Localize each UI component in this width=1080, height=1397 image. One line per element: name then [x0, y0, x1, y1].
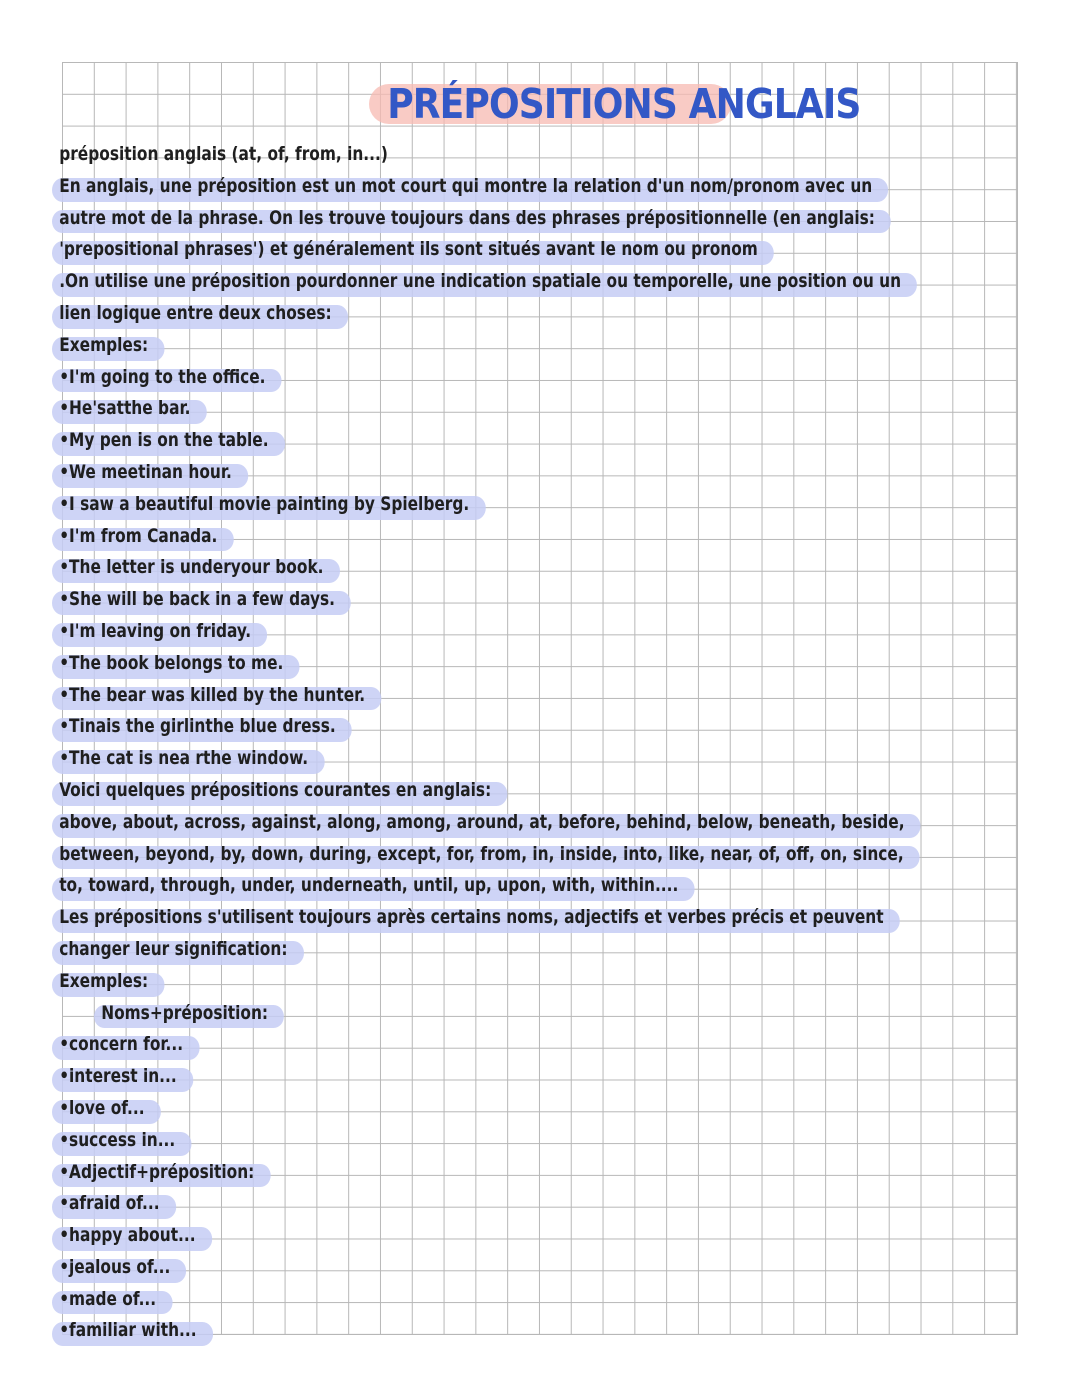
- note-line-text: •I saw a beautiful movie painting by Spielberg.: [52, 489, 480, 521]
- note-line-text: •We meetinan hour.: [52, 457, 243, 489]
- note-line-text: préposition anglais (at, of, from, in...): [59, 143, 388, 165]
- note-line-text: •concern for...: [52, 1029, 194, 1061]
- note-line-text: between, beyond, by, down, during, except, for, from, in, inside, into, like, near, of, off, on, since,: [52, 839, 915, 871]
- note-line-text: •Adjectif+préposition:: [52, 1157, 265, 1189]
- note-line-text: •Tinais the girlinthe blue dress.: [52, 711, 347, 743]
- note-line: [52, 743, 1052, 775]
- note-line-text: autre mot de la phrase. On les trouve toujours dans des phrases prépositionnelle (en anglais:: [52, 203, 886, 235]
- note-line: [52, 330, 1052, 362]
- note-line: [52, 139, 1052, 171]
- note-line: [52, 489, 1052, 521]
- note-line: [52, 266, 1052, 298]
- note-line-text: above, about, across, against, along, among, around, at, before, behind, below, beneath, beside,: [52, 807, 915, 839]
- note-line: [52, 1157, 1052, 1189]
- note-line: [52, 998, 1052, 1030]
- note-line: [52, 521, 1052, 553]
- note-line: [52, 680, 1052, 712]
- note-line: [52, 648, 1052, 680]
- note-line: [52, 1252, 1052, 1284]
- note-line: [52, 298, 1052, 330]
- note-line: [52, 616, 1052, 648]
- note-line-text: Exemples:: [52, 966, 159, 998]
- note-line-text: •My pen is on the table.: [52, 425, 279, 457]
- note-line-text: lien logique entre deux choses:: [52, 298, 343, 330]
- note-line: [52, 1220, 1052, 1252]
- note-line-text: •I'm leaving on friday.: [52, 616, 262, 648]
- note-line: [52, 775, 1052, 807]
- note-line: [52, 457, 1052, 489]
- note-line: [52, 1029, 1052, 1061]
- note-line: [52, 552, 1052, 584]
- note-line-text: •familiar with...: [52, 1315, 207, 1347]
- note-line-text: .On utilise une préposition pourdonner une indication spatiale ou temporelle, une position ou un: [52, 266, 912, 298]
- note-line: [52, 966, 1052, 998]
- note-line-text: •The book belongs to me.: [52, 648, 294, 680]
- note-line-text: •interest in...: [52, 1061, 188, 1093]
- note-line: [52, 1284, 1052, 1316]
- note-line-text: •The letter is underyour book.: [52, 552, 334, 584]
- note-line: [52, 1061, 1052, 1093]
- note-line-text: •happy about...: [52, 1220, 206, 1252]
- note-body: [52, 139, 1052, 1347]
- note-line-text: 'prepositional phrases') et généralement ils sont situés avant le nom ou pronom: [52, 234, 769, 266]
- note-line: [52, 203, 1052, 235]
- note-line-text: •He'satthe bar.: [52, 393, 201, 425]
- note-line: [52, 1125, 1052, 1157]
- note-line-text: Voici quelques prépositions courantes en anglais:: [52, 775, 502, 807]
- note-line-text: Les prépositions s'utilisent toujours après certains noms, adjectifs et verbes précis et peuvent: [52, 902, 894, 934]
- note-line: [52, 1315, 1052, 1347]
- note-line-text: •afraid of...: [52, 1188, 170, 1220]
- note-line: [52, 393, 1052, 425]
- note-line-text: Noms+préposition:: [94, 998, 279, 1030]
- note-line: [52, 584, 1052, 616]
- note-line: [52, 711, 1052, 743]
- note-line-text: •The cat is nea rthe window.: [52, 743, 319, 775]
- note-line-text: •The bear was killed by the hunter.: [52, 680, 376, 712]
- note-line: [52, 1093, 1052, 1125]
- note-line-text: •She will be back in a few days.: [52, 584, 346, 616]
- note-line-text: Exemples:: [52, 330, 159, 362]
- note-line: [52, 902, 1052, 934]
- note-line: [52, 425, 1052, 457]
- title-block: [365, 70, 861, 136]
- note-line-text: •jealous of...: [52, 1252, 181, 1284]
- note-line: [52, 870, 1052, 902]
- note-line-text: En anglais, une préposition est un mot court qui montre la relation d'un nom/pronom avec un: [52, 171, 883, 203]
- note-line-text: •success in...: [52, 1125, 186, 1157]
- note-line-text: changer leur signification:: [52, 934, 298, 966]
- page-title: PRÉPOSITIONS ANGLAIS: [387, 80, 861, 128]
- note-line: [52, 1188, 1052, 1220]
- note-line: [52, 171, 1052, 203]
- note-line: [52, 839, 1052, 871]
- note-line-text: •love of...: [52, 1093, 155, 1125]
- note-line: [52, 362, 1052, 394]
- note-line: [52, 934, 1052, 966]
- note-line-text: •made of...: [52, 1284, 167, 1316]
- note-line-text: to, toward, through, under, underneath, until, up, upon, with, within....: [52, 870, 689, 902]
- note-line: [52, 234, 1052, 266]
- note-line: [52, 807, 1052, 839]
- note-line-text: •I'm from Canada.: [52, 521, 228, 553]
- note-line-text: •I'm going to the office.: [52, 362, 276, 394]
